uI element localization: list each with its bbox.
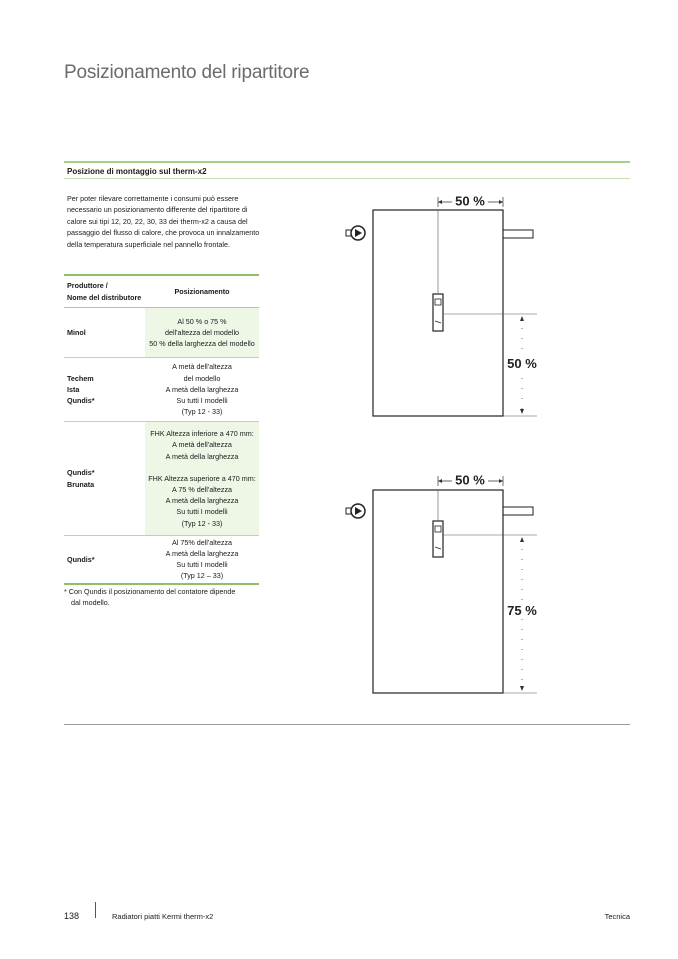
position-line: Su tutti I modelli xyxy=(176,507,228,517)
section-heading: Posizione di montaggio sul therm-x2 xyxy=(67,167,207,176)
header-producer xyxy=(64,275,145,308)
footnote xyxy=(64,586,264,608)
radiator-diagram-2 xyxy=(346,473,541,694)
position-line: A metà della larghezza xyxy=(165,384,239,394)
producer-name: Qundis* xyxy=(67,468,95,478)
position-line: Al 75% dell'altezza xyxy=(171,537,233,547)
position-cell xyxy=(145,422,259,536)
position-line: 50 % della larghezza del modello xyxy=(149,339,255,349)
producer-cell xyxy=(64,422,145,536)
dim-arrow xyxy=(438,479,442,483)
position-line: A metà della larghezza xyxy=(165,549,239,559)
position-line: A 75 % dell'altezza xyxy=(171,485,233,494)
radiator-diagrams xyxy=(340,185,550,700)
position-line: Su tutti I modelli xyxy=(176,396,228,406)
producer-cell xyxy=(64,536,145,584)
table-row xyxy=(64,536,259,584)
height-percent-label: 50 % xyxy=(507,356,537,371)
table-row xyxy=(64,358,259,422)
producer-name: Techem xyxy=(67,373,94,383)
position-line: FHK Altezza inferiore a 470 mm: xyxy=(150,429,254,439)
position-line: (Typ 12 - 33) xyxy=(181,407,223,417)
footnote-line: * Con Qundis il posizionamento del contatore dipende xyxy=(64,587,236,596)
producer-cell xyxy=(64,308,145,358)
page-number: 138 xyxy=(64,911,80,921)
dim-arrow xyxy=(520,409,524,414)
position-spacer xyxy=(145,462,259,473)
producer-name: Qundis* xyxy=(67,396,95,406)
position-cell xyxy=(145,308,259,358)
producer-name: Ista xyxy=(67,384,80,394)
position-line: (Typ 12 - 33) xyxy=(181,518,223,528)
producer-cell xyxy=(64,358,145,422)
dim-arrow xyxy=(520,537,524,542)
radiator-diagram-1 xyxy=(346,194,541,417)
pipe-connector xyxy=(503,507,533,515)
position-line: A metà della larghezza xyxy=(165,451,239,461)
section-rule-bottom xyxy=(64,178,630,179)
position-line: A metà dell'altezza xyxy=(172,440,232,450)
pipe-connector xyxy=(503,230,533,238)
intro-line: della temperatura superficiale nel pannello frontale. xyxy=(67,239,231,249)
position-line: A metà della larghezza xyxy=(165,496,239,506)
position-line: del modello xyxy=(183,373,221,383)
footer-section: Tecnica xyxy=(604,912,630,921)
position-line: dell'altezza del modello xyxy=(164,327,240,337)
heat-cost-allocator-icon xyxy=(433,521,443,557)
producer-name: Minol xyxy=(67,327,86,337)
footer-divider xyxy=(95,902,96,918)
heat-cost-allocator-icon xyxy=(433,294,443,331)
dim-arrow xyxy=(499,479,503,483)
section-rule-top xyxy=(64,161,630,163)
position-line: A metà dell'altezza xyxy=(172,362,232,372)
width-percent-label: 50 % xyxy=(455,193,485,209)
position-line: Su tutti I modelli xyxy=(176,560,228,570)
footer-document-title: Radiatori piatti Kermi therm-x2 xyxy=(112,912,214,921)
dim-arrow xyxy=(438,200,442,204)
positioning-table xyxy=(64,274,259,585)
dim-arrow xyxy=(520,686,524,691)
position-cell xyxy=(145,536,259,584)
header-producer-line: Nome del distributore xyxy=(67,292,142,302)
table-header-row xyxy=(64,275,259,308)
header-producer-line: Produttore / xyxy=(67,281,108,291)
position-cell xyxy=(145,358,259,422)
header-position: Posizionamento xyxy=(174,286,230,296)
table-row xyxy=(64,422,259,536)
intro-line: Per poter rilevare correttamente i consumi può essere xyxy=(67,194,239,203)
intro-line: calore sui tipi 12, 20, 22, 30, 33 dei therm-x2 a causa del xyxy=(67,216,248,226)
position-line: (Typ 12 – 33) xyxy=(180,571,224,581)
dim-arrow xyxy=(499,200,503,204)
producer-name: Qundis* xyxy=(67,554,95,564)
bottom-rule xyxy=(64,724,630,725)
valve-arrow-icon xyxy=(355,507,362,515)
width-percent-label: 50 % xyxy=(455,472,485,488)
position-line: Al 50 % o 75 % xyxy=(177,316,227,326)
height-percent-label: 75 % xyxy=(507,603,537,618)
intro-line: necessario un posizionamento differente del ripartitore di xyxy=(67,205,248,215)
intro-line: passaggio del flusso di calore, che provoca un innalzamento xyxy=(67,228,260,238)
intro-paragraph xyxy=(67,193,267,250)
page-title: Posizionamento del ripartitore xyxy=(64,62,310,83)
footnote-line: dal modello. xyxy=(71,598,110,607)
dim-arrow xyxy=(520,316,524,321)
table-row xyxy=(64,308,259,358)
valve-arrow-icon xyxy=(355,229,362,237)
position-line: FHK Altezza superiore a 470 mm: xyxy=(148,473,256,483)
producer-name: Brunata xyxy=(67,479,95,489)
